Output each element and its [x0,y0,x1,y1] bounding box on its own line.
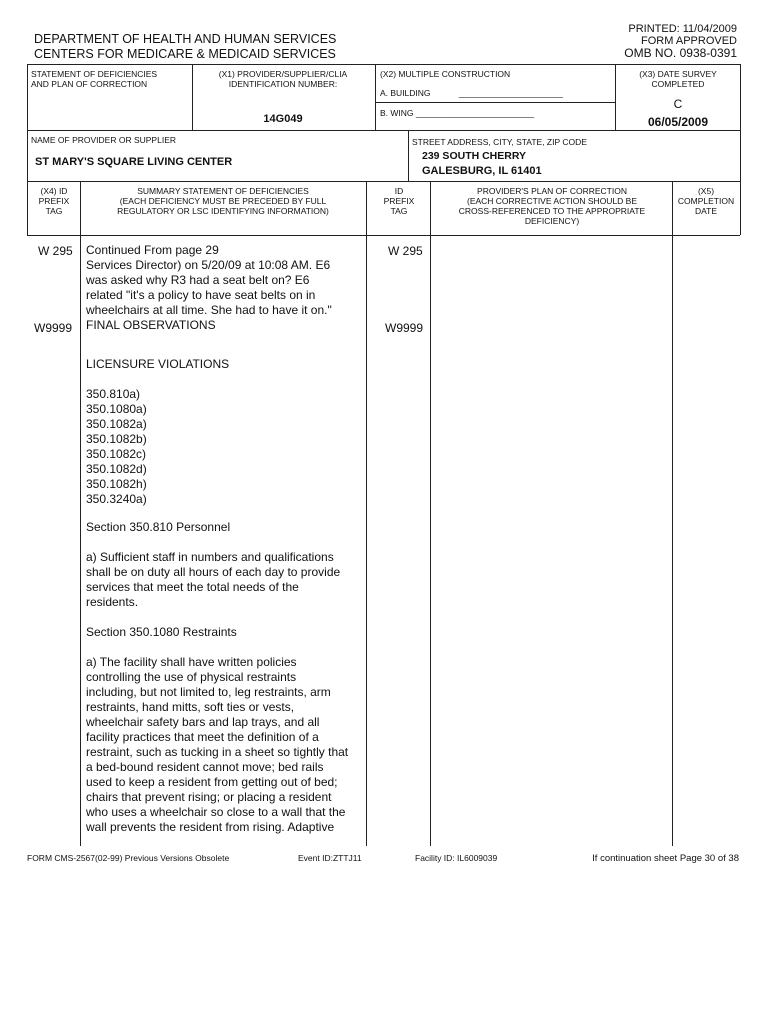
survey-code: C [673,97,683,111]
page-number: If continuation sheet Page 30 of 38 [592,853,739,864]
personnel-text: a) Sufficient staff in numbers and qualifications shall be on duty all hours of each day to provide services that meet the total needs of the residents. [86,550,341,609]
continued-text: Continued From page 29 Services Director) on 5/20/09 at 10:08 AM. E6 was asked why R3 had a seat belt on? E6 related "it's a policy to have seat belts on in wheelchairs at all time. She had to have it on." FINAL OBSERVATIONS [86,243,332,332]
provider-name: ST MARY'S SQUARE LIVING CENTER [35,156,233,168]
right-tag-w295: W 295 [388,244,423,258]
form-meta [624,23,737,59]
divider-x2 [375,64,376,130]
address-label: STREET ADDRESS, CITY, STATE, ZIP CODE [412,137,587,147]
restraints-text: a) The facility shall have written policies controlling the use of physical restraints including, but not limited to, leg restraints, arm restraints, hand mitts, soft ties or vests, wheelchair safety bars and lap trays, and all facility practices that meet the definition of a restraint, such as tucking in a sheet so tightly that a bed-bound resident cannot move; bed rails used to keep a resident from getting out of bed; chairs that prevent rising; or placing a resident who uses a wheelchair so close to a wall that the wall prevents the resident from rising. Adaptive [86,655,349,834]
left-tag-w295: W 295 [38,244,73,258]
summary-column-header: SUMMARY STATEMENT OF DEFICIENCIES (EACH DEFICIENCY MUST BE PRECEDED BY FULL REGULATORY OR LSC IDENTIFYING INFORMATION) [117,186,329,216]
facility-id: Facility ID: IL6009039 [415,853,498,863]
frame-header-bottom [27,235,740,236]
survey-date: 06/05/2009 [647,115,709,129]
x1-label: (X1) PROVIDER/SUPPLIER/CLIA IDENTIFICATION NUMBER: [218,69,348,89]
statement-label: STATEMENT OF DEFICIENCIES AND PLAN OF CORRECTION [31,69,158,89]
col-divider-4 [672,181,673,846]
wing-field: B. WING _________________________ [380,108,535,118]
building-wing-divider [375,102,615,103]
form-approved: FORM APPROVED [641,35,737,47]
id-column-header: ID PREFIX TAG [383,186,415,216]
form-number: FORM CMS-2567(02-99) Previous Versions Obsolete [27,853,230,863]
building-field: A. BUILDING ______________________ [380,88,563,98]
licensure-heading: LICENSURE VIOLATIONS [86,357,230,371]
x3-label: (X3) DATE SURVEY COMPLETED [639,69,717,89]
divider-address [408,130,409,181]
printed-date: PRINTED: 11/04/2009 [628,23,737,35]
frame-row2-bottom [27,181,740,182]
event-id: Event ID:ZTTJ11 [298,853,362,863]
plan-column-header: PROVIDER'S PLAN OF CORRECTION (EACH CORRECTIVE ACTION SHOULD BE CROSS-REFERENCED TO THE APPROPRIATE DEFICIENCY) [458,186,646,226]
address-street: 239 SOUTH CHERRY [422,150,527,162]
address-city: GALESBURG, IL 61401 [422,165,542,177]
right-tag-w9999: W9999 [385,321,424,335]
agency-line: CENTERS FOR MEDICARE & MEDICAID SERVICES [34,47,336,61]
frame-right [740,64,741,235]
section-restraints: Section 350.1080 Restraints [86,625,237,639]
col-divider-3 [430,181,431,846]
omb-number: OMB NO. 0938-0391 [624,46,737,60]
frame-top [27,64,740,65]
agency-header [34,32,336,62]
provider-id: 14G049 [263,113,303,125]
x5-column-header: (X5) COMPLETION DATE [677,186,735,216]
section-personnel: Section 350.810 Personnel [86,520,231,534]
frame-row1-bottom [27,130,740,131]
regulation-list: 350.810a) 350.1080a) 350.1082a) 350.1082b) 350.1082c) 350.1082d) 350.1082h) 350.3240a) [86,387,147,506]
x2-label: (X2) MULTIPLE CONSTRUCTION [380,69,511,79]
left-tag-w9999: W9999 [34,321,73,335]
department-line: DEPARTMENT OF HEALTH AND HUMAN SERVICES [34,32,337,46]
x4-column-header: (X4) ID PREFIX TAG [38,186,70,216]
col-divider-1 [80,181,81,846]
provider-name-label: NAME OF PROVIDER OR SUPPLIER [31,135,176,145]
